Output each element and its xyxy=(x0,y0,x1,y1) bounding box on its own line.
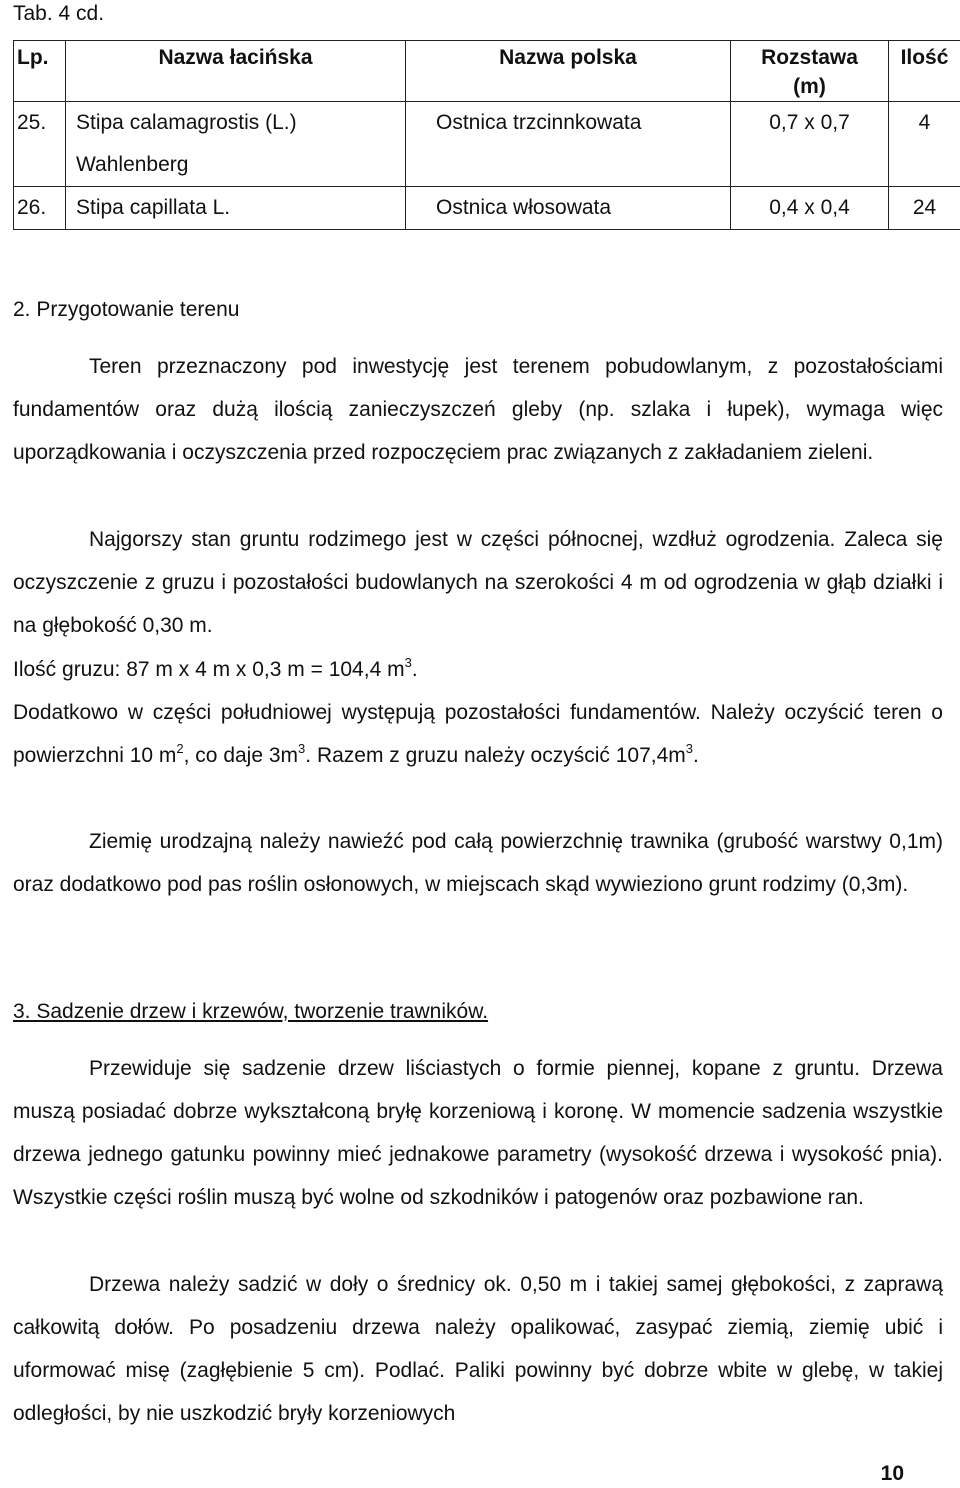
header-spacing-line1: Rozstawa xyxy=(761,46,858,69)
header-latin-name: Nazwa łacińska xyxy=(66,41,406,102)
header-spacing xyxy=(731,41,889,102)
section-2-paragraph-4 xyxy=(13,691,943,777)
rubble-calc-end: . xyxy=(411,658,418,681)
plants-table xyxy=(13,40,960,230)
row-latin-line1: Stipa calamagrostis (L.) xyxy=(76,111,297,134)
row-latin-name xyxy=(66,102,406,187)
p4-sup-2: 3 xyxy=(298,741,306,756)
row-polish-name: Ostnica włosowata xyxy=(406,187,731,230)
p4-part-b: , co daje 3m xyxy=(183,744,299,767)
section-2-heading: 2. Przygotowanie terenu xyxy=(13,298,240,321)
row-count: 24 xyxy=(889,187,960,230)
section-3-paragraph-1: Przewiduje się sadzenie drzew liściastych o formie piennej, kopane z gruntu. Drzewa muszą posiadać dobrze wykształconą bryłę korzeniową i koronę. W momencie sadzenia wszystkie drzewa jednego gatunku powinny mieć jednakowe parametry (wysokość drzewa i wysokość pnia). Wszystkie części roślin muszą być wolne od szkodników i patogenów oraz pozbawione ran. xyxy=(13,1057,943,1209)
header-polish-name: Nazwa polska xyxy=(406,41,731,102)
row-latin-name: Stipa capillata L. xyxy=(66,187,406,230)
rubble-calc-sup: 3 xyxy=(404,655,412,670)
p4-part-a: Dodatkowo w części południowej występują pozostałości fundamentów. Należy oczyścić teren o powierzchni 10 m xyxy=(13,701,943,767)
p4-sup-3: 3 xyxy=(685,741,693,756)
table-row xyxy=(14,102,960,187)
header-count: Ilość xyxy=(889,41,960,102)
table-header-row xyxy=(14,41,960,102)
section-2-paragraph-5: Ziemię urodzajną należy nawieźć pod całą powierzchnię trawnika (grubość warstwy 0,1m) oraz dodatkowo pod pas roślin osłonowych, w miejscach skąd wywieziono grunt rodzimy (0,3m). xyxy=(13,830,943,896)
row-lp: 25. xyxy=(14,102,66,187)
section-2-paragraph-1: Teren przeznaczony pod inwestycję jest terenem pobudowlanym, z pozostałościami fundamentów oraz dużą ilością zanieczyszczeń gleby (np. szlaka i łupek), wymaga więc uporządkowania i oczyszczenia przed rozpoczęciem prac związanych z zakładaniem zieleni. xyxy=(13,355,943,464)
section-2-paragraph-2: Najgorszy stan gruntu rodzimego jest w części północnej, wzdłuż ogrodzenia. Zaleca się oczyszczenie z gruzu i pozostałości budowlanych na szerokości 4 m od ogrodzenia w głąb działki i na głębokość 0,30 m. xyxy=(13,528,943,637)
table-row xyxy=(14,187,960,230)
section-3-heading: 3. Sadzenie drzew i krzewów, tworzenie trawników. xyxy=(13,1000,489,1023)
table-caption: Tab. 4 cd. xyxy=(13,2,105,25)
rubble-calc-text: Ilość gruzu: 87 m x 4 m x 0,3 m = 104,4 m xyxy=(13,658,405,681)
p4-part-d: . xyxy=(693,744,699,767)
row-spacing: 0,7 x 0,7 xyxy=(731,102,889,187)
header-spacing-line2: (m) xyxy=(793,75,826,98)
row-count: 4 xyxy=(889,102,960,187)
row-spacing: 0,4 x 0,4 xyxy=(731,187,889,230)
row-lp: 26. xyxy=(14,187,66,230)
section-2-paragraph-3 xyxy=(13,648,943,691)
header-lp: Lp. xyxy=(14,41,66,102)
p4-part-c: . Razem z gruzu należy oczyścić 107,4m xyxy=(305,744,686,767)
row-latin-line2: Wahlenberg xyxy=(76,153,189,176)
page-number: 10 xyxy=(880,1462,904,1485)
section-3-paragraph-2: Drzewa należy sadzić w doły o średnicy ok. 0,50 m i takiej samej głębokości, z zaprawą całkowitą dołów. Po posadzeniu drzewa należy opalikować, zasypać ziemią, ziemię ubić i uformować misę (zagłębienie 5 cm). Podlać. Paliki powinny być dobrze wbite w glebę, w takiej odległości, by nie uszkodzić bryły korzeniowych xyxy=(13,1273,943,1425)
p4-sup-1: 2 xyxy=(176,741,184,756)
row-polish-name: Ostnica trzcinnkowata xyxy=(406,102,731,187)
